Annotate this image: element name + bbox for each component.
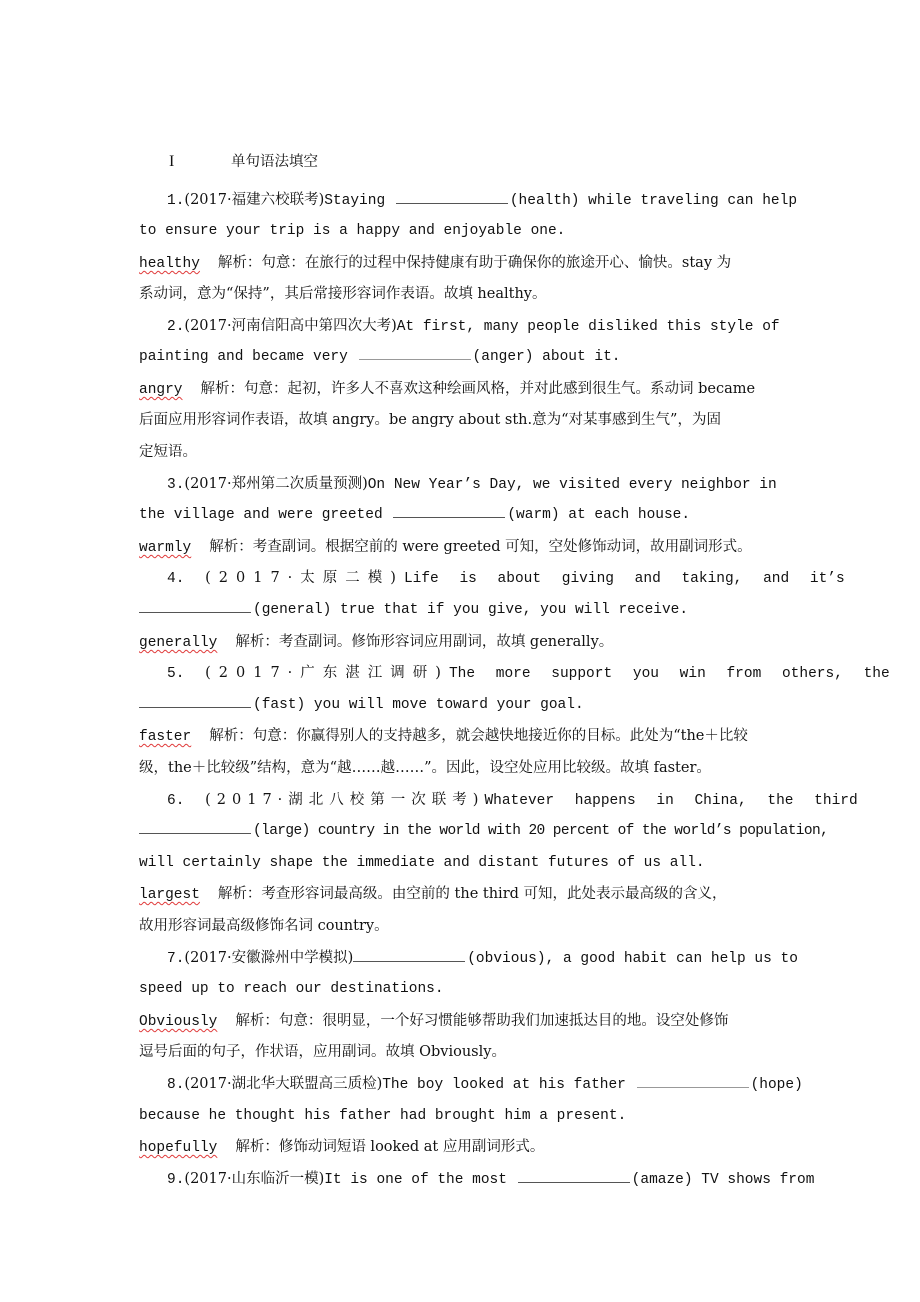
question-text: will certainly shape the immediate and distant futures of us all.	[139, 855, 705, 871]
explanation-text: 逗号后面的句子，作状语，应用副词。故填 Obviously。	[139, 1044, 506, 1060]
answer-word: faster	[139, 729, 192, 745]
word-hint: (health)	[509, 193, 580, 209]
answer-explanation: Obviously 解析：句意：很明显，一个好习惯能够帮助我们加速抵达目的地。设空处修饰	[139, 1013, 729, 1030]
question-number: 4.	[167, 571, 185, 587]
answer-word: angry	[139, 382, 183, 398]
question-number: 6.	[167, 793, 185, 809]
word-hint: (fast)	[253, 697, 306, 713]
question-source: (2017·广东湛江调研)	[205, 665, 449, 681]
answer-blank[interactable]	[393, 503, 505, 518]
question-source: (2017·太原二模)	[205, 570, 404, 586]
explanation-text: 级，the＋比较级”结构，意为“越……越……”。因此，设空处应用比较级。故填 faster。	[139, 760, 711, 776]
question-text: to ensure your trip is a happy and enjoyable one.	[139, 223, 566, 239]
question-number: 2.	[167, 319, 185, 335]
word-hint: (general)	[253, 602, 332, 618]
word-hint: (amaze)	[631, 1172, 693, 1188]
answer-explanation: warmly 解析：考查副词。根据空前的 were greeted 可知，空处修饰动词，故用副词形式。	[139, 539, 752, 556]
answer-blank[interactable]	[359, 345, 471, 360]
explanation-text: 系动词，意为“保持”，其后常接形容词作表语。故填 healthy。	[139, 286, 547, 302]
question-source: (2017·郑州第二次质量预测)	[184, 476, 368, 492]
question-source: (2017·山东临沂一模)	[184, 1171, 325, 1187]
explanation-text: 定短语。	[139, 444, 197, 460]
word-hint: (hope)	[750, 1077, 803, 1093]
answer-word: healthy	[139, 256, 200, 272]
word-hint: (obvious)	[467, 951, 546, 967]
question-source: (2017·福建六校联考)	[184, 192, 325, 208]
word-hint: (anger)	[472, 349, 534, 365]
answer-explanation: angry 解析：句意：起初，许多人不喜欢这种绘画风格，并对此感到很生气。系动词 became	[139, 381, 756, 398]
question-source: (2017·湖北华大联盟高三质检)	[184, 1076, 383, 1092]
answer-word: generally	[139, 635, 218, 651]
word-hint: (warm)	[507, 507, 560, 523]
answer-blank[interactable]	[353, 947, 465, 962]
answer-explanation: healthy 解析：句意：在旅行的过程中保持健康有助于确保你的旅途开心、愉快。stay 为	[139, 255, 732, 272]
question-number: 3.	[167, 477, 185, 493]
word-hint: (large)	[253, 823, 310, 839]
explanation-text: 后面应用形容词作表语，故填 angry。be angry about sth.意为“对某事感到生气”，为固	[139, 412, 721, 428]
answer-word: largest	[139, 887, 200, 903]
question-text: because he thought his father had brought him a present.	[139, 1108, 627, 1124]
question-number: 8.	[167, 1077, 185, 1093]
question-number: 1.	[167, 193, 185, 209]
answer-word: warmly	[139, 540, 192, 556]
answer-blank[interactable]	[139, 693, 251, 708]
answer-word: Obviously	[139, 1014, 218, 1030]
question-number: 9.	[167, 1172, 185, 1188]
question-number: 7.	[167, 951, 185, 967]
question-source: (2017·河南信阳高中第四次大考)	[184, 318, 397, 334]
answer-blank[interactable]	[637, 1073, 749, 1088]
question-source: (2017·安徽滁州中学模拟)	[184, 950, 354, 966]
section-heading	[139, 150, 318, 174]
answer-explanation: faster 解析：句意：你赢得别人的支持越多，就会越快地接近你的目标。此处为“the＋比较	[139, 728, 748, 745]
answer-blank[interactable]	[518, 1168, 630, 1183]
question-number: 5.	[167, 666, 185, 682]
answer-explanation: hopefully 解析：修饰动词短语 looked at 应用副词形式。	[139, 1139, 545, 1156]
answer-blank[interactable]	[139, 819, 251, 834]
section-title: 单句语法填空	[231, 154, 318, 170]
question-source: (2017·湖北八校第一次联考)	[205, 792, 485, 808]
answer-word: hopefully	[139, 1140, 218, 1156]
answer-blank[interactable]	[396, 189, 508, 204]
explanation-text: 故用形容词最高级修饰名词 country。	[139, 918, 389, 934]
question-text: speed up to reach our destinations.	[139, 981, 444, 997]
answer-blank[interactable]	[139, 598, 251, 613]
answer-explanation: generally 解析：考查副词。修饰形容词应用副词，故填 generally。	[139, 634, 614, 651]
section-numeral: I	[169, 153, 175, 170]
answer-explanation: largest 解析：考查形容词最高级。由空前的 the third 可知，此处表示最高级的含义，	[139, 886, 727, 903]
